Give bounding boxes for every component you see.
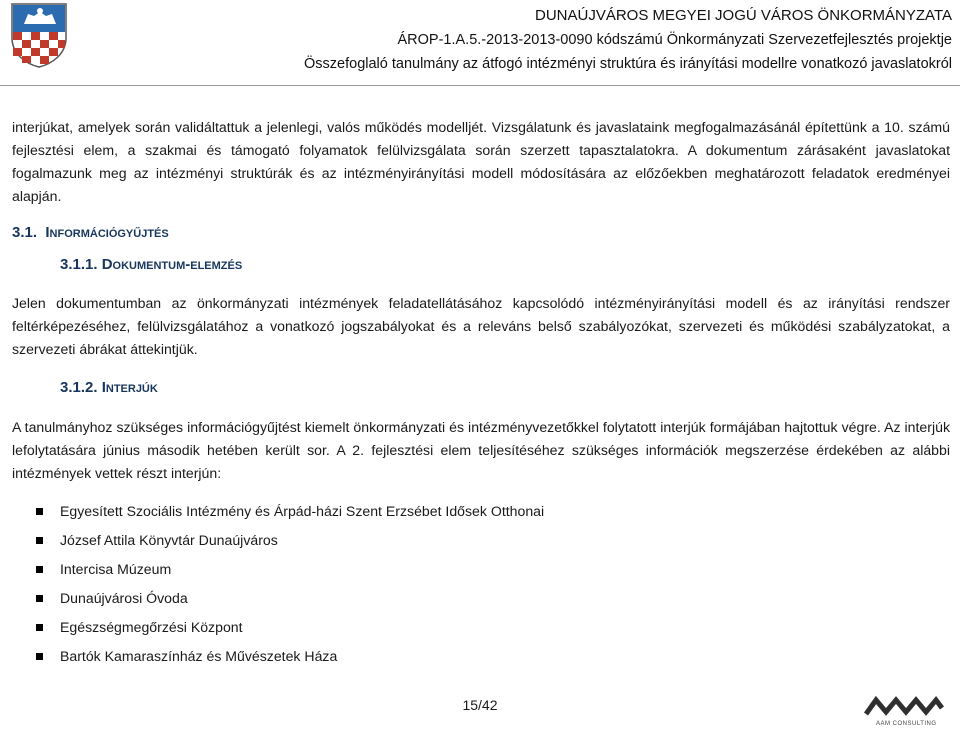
section-title: Interjúk [101,379,158,396]
institution-name: Bartók Kamaraszínház és Művészetek Háza [60,648,338,664]
document-body [12,116,950,671]
institution-list [12,497,950,671]
logo-caption: AAM CONSULTING [876,721,937,727]
institution-name: Intercisa Múzeum [60,561,172,577]
section-title: Információgyűjtés [45,224,169,241]
header-text [304,4,952,76]
institution-name: Dunaújvárosi Óvoda [60,590,188,606]
bullet-square-icon [36,508,43,515]
section-title: Dokumentum-elemzés [101,256,243,273]
institution-name: József Attila Könyvtár Dunaújváros [60,532,278,548]
header-divider [0,85,960,86]
intro-paragraph: interjúkat, amelyek során validáltattuk a jelenlegi, valós működés modelljét. Vizsgálatunk és javaslataink megfogalmazásánál építettünk a 10. számú fejlesztési elem, a szakmai és támogató folyamatok felülvizsgálata során szerzett tapasztalatokra. A dokumentum zárásaként javaslatokat fogalmazunk meg az intézményi struktúrák és az intézményirányítási modell módosítására az előzőekben meghatározott feladatok eredményei alapján. [12,119,950,204]
header-project: ÁROP-1.A.5.-2013-2013-0090 kódszámú Önkormányzati Szervezetfejlesztés projektje [397,32,952,48]
bullet-square-icon [36,624,43,631]
section-number: 3.1.2. [60,379,98,396]
section-heading-3-1-2 [60,377,950,399]
institution-name: Egészségmegőrzési Központ [60,619,243,635]
list-item [12,555,950,584]
interviews-paragraph: A tanulmányhoz szükséges információgyűjtést kiemelt önkormányzati és intézményvezetőkkel folytatott interjúk formájában hajtottuk végre. Az interjúk lefolytatására június második hetében került sor. A 2. fejlesztési elem teljesítéséhez szükséges információk megszerzése érdekében az alábbi intézmények vettek részt interjún: [12,419,950,481]
bullet-square-icon [36,537,43,544]
list-item [12,613,950,642]
page-header [0,0,960,86]
list-item [12,526,950,555]
coat-of-arms-icon [10,2,68,68]
list-item [12,584,950,613]
list-item [12,642,950,671]
section-number: 3.1.1. [60,256,98,273]
document-analysis-paragraph: Jelen dokumentumban az önkormányzati intézmények feladatellátásához kapcsolódó intézményirányítási modell és az irányítási rendszer feltérképezéséhez, felülvizsgálatához a vonatkozó jogszabályokat és a releváns belső szabályozókat, szervezeti és működési szabályzatokat, a szervezeti ábrákat áttekintjük. [12,295,950,357]
header-municipality: DUNAÚJVÁROS MEGYEI JOGÚ VÁROS ÖNKORMÁNYZATA [535,7,952,24]
page-number: 15/42 [462,697,498,713]
bullet-square-icon [36,566,43,573]
bullet-square-icon [36,595,43,602]
section-heading-3-1 [12,222,950,244]
header-document-title: Összefoglaló tanulmány az átfogó intézményi struktúra és irányítási modellre vonatkozó javaslatokról [304,56,952,72]
bullet-square-icon [36,653,43,660]
list-item [12,497,950,526]
section-heading-3-1-1 [60,254,950,276]
institution-name: Egyesített Szociális Intézmény és Árpád-házi Szent Erzsébet Idősek Otthonai [60,503,545,519]
section-number: 3.1. [12,224,38,241]
